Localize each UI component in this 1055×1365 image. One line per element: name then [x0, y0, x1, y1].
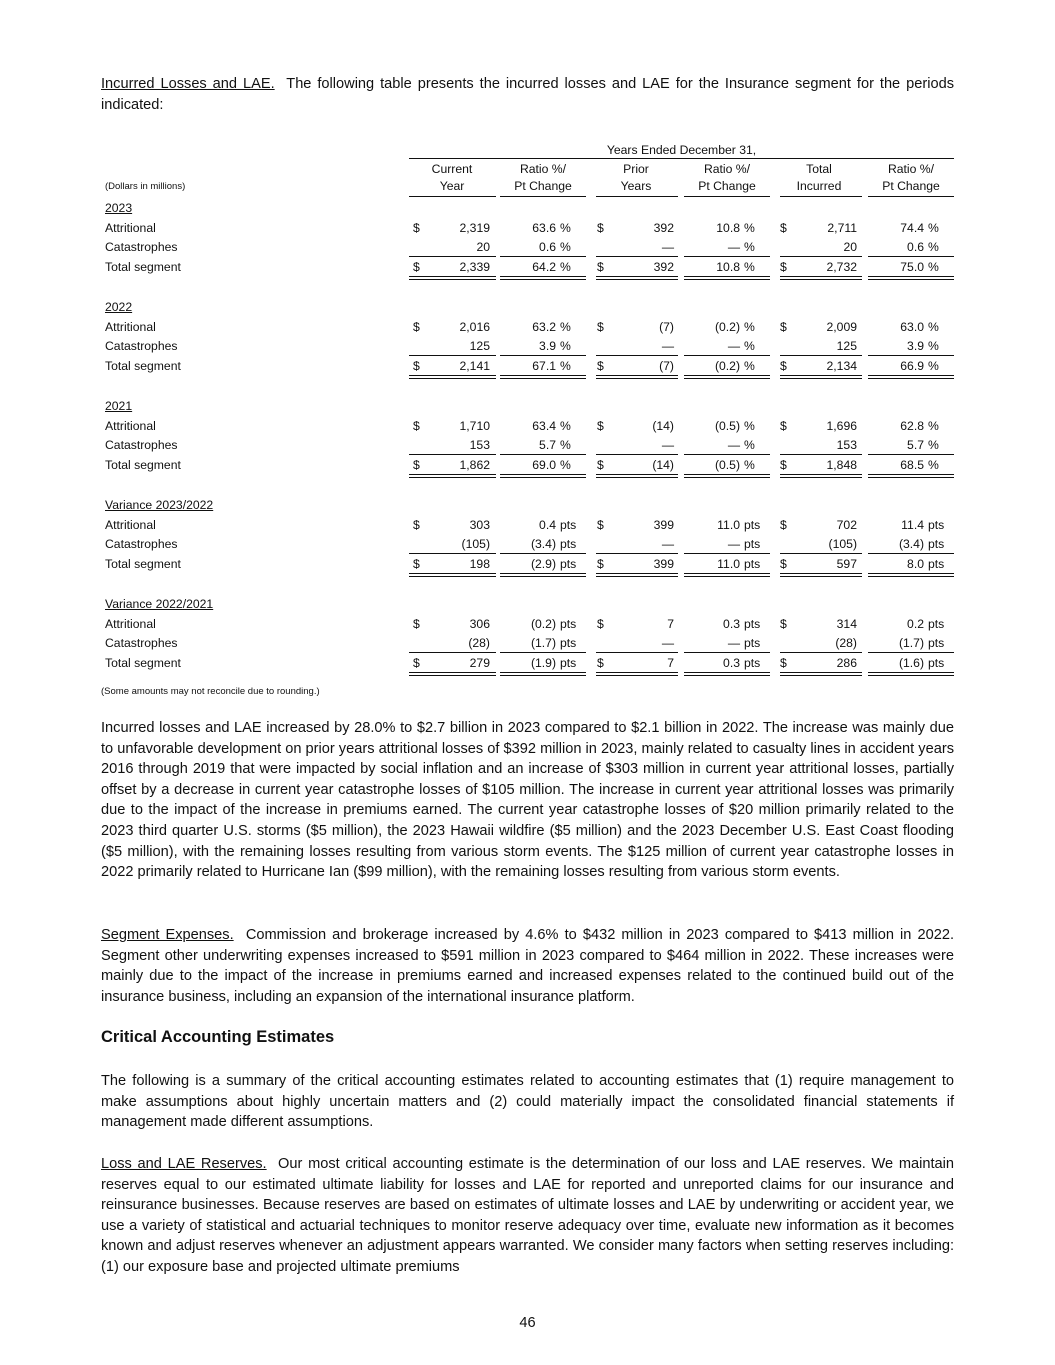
total-incurred-ratio: 75.0 — [900, 259, 924, 274]
total-incurred-unit: % — [928, 418, 939, 433]
section-title: 2022 — [105, 300, 133, 314]
prior-years-unit: % — [744, 418, 755, 433]
currency-symbol: $ — [597, 220, 604, 235]
intro-title: Incurred Losses and LAE. — [101, 76, 275, 92]
current-year-value: 2,141 — [459, 358, 490, 373]
current-year-unit: % — [560, 319, 571, 334]
total-double-rule — [596, 573, 678, 577]
subtotal-rule — [409, 355, 496, 356]
prior-years-unit: % — [744, 240, 755, 255]
prior-years-value: 392 — [653, 220, 674, 235]
currency-symbol: $ — [413, 358, 420, 373]
subtotal-rule — [780, 553, 862, 554]
section-title: 2021 — [105, 399, 133, 413]
total-double-rule — [596, 672, 678, 676]
section-title: Variance 2022/2021 — [105, 597, 214, 611]
total-incurred-unit: pts — [928, 537, 945, 552]
total-double-rule — [868, 573, 954, 577]
column-header: Year — [439, 179, 465, 193]
column-header: Ratio %/ — [887, 162, 935, 176]
total-double-rule — [780, 375, 862, 379]
segment-text: Commission and brokerage increased by 4.6% to $432 million in 2023 compared to $413 million in 2022. Segment other underwriting expenses increased to $591 million in 2023 compared to $464 million in 2022. These increases were mainly due to the impact of the increase in premiums earned and increased expenses related to the continued build out of the insurance business, including an expansion of the international insurance platform. — [101, 927, 954, 1005]
column-header: Ratio %/ — [519, 162, 567, 176]
total-incurred-value: 153 — [836, 438, 857, 453]
units-label: (Dollars in millions) — [105, 181, 186, 192]
subtotal-rule — [409, 256, 496, 257]
prior-years-unit: pts — [744, 537, 761, 552]
total-incurred-unit: % — [928, 457, 939, 472]
current-year-value: 125 — [469, 339, 490, 354]
current-year-ratio: 69.0 — [532, 457, 556, 472]
total-incurred-ratio: 11.4 — [901, 517, 924, 532]
total-double-rule — [684, 276, 770, 280]
current-year-ratio: 64.2 — [532, 259, 556, 274]
prior-years-value: (7) — [659, 358, 674, 373]
total-incurred-unit: pts — [928, 616, 945, 631]
current-year-value: 20 — [476, 240, 490, 255]
total-double-rule — [868, 672, 954, 676]
column-header: Prior — [623, 162, 649, 176]
subtotal-rule — [596, 553, 678, 554]
current-year-unit: % — [560, 457, 571, 472]
column-header-rule — [684, 196, 770, 197]
total-double-rule — [868, 375, 954, 379]
column-header: Pt Change — [698, 179, 756, 193]
total-double-rule — [500, 276, 586, 280]
current-year-value: 2,016 — [459, 319, 490, 334]
total-double-rule — [409, 573, 496, 577]
prior-years-value: (14) — [652, 418, 674, 433]
section-title: Variance 2023/2022 — [105, 498, 214, 512]
total-double-rule — [596, 474, 678, 478]
total-double-rule — [780, 672, 862, 676]
column-header: Incurred — [796, 179, 842, 193]
current-year-value: 1,862 — [459, 457, 490, 472]
row-label: Catastrophes — [105, 636, 178, 651]
subtotal-rule — [868, 652, 954, 653]
prior-years-unit: % — [744, 339, 755, 354]
row-label: Total segment — [105, 556, 181, 571]
row-label: Catastrophes — [105, 438, 178, 453]
prior-years-unit: % — [744, 457, 755, 472]
subtotal-rule — [500, 454, 586, 455]
prior-years-value: — — [661, 438, 674, 453]
subtotal-rule — [780, 355, 862, 356]
total-double-rule — [780, 276, 862, 280]
current-year-unit: pts — [560, 616, 577, 631]
total-double-rule — [409, 672, 496, 676]
row-label: Attritional — [105, 220, 156, 235]
current-year-value: 279 — [469, 655, 490, 670]
total-double-rule — [684, 375, 770, 379]
subtotal-rule — [684, 652, 770, 653]
reserves-paragraph — [101, 1154, 954, 1278]
currency-symbol: $ — [597, 616, 604, 631]
subtotal-rule — [780, 454, 862, 455]
total-incurred-ratio: (1.6) — [898, 655, 924, 670]
subtotal-rule — [500, 652, 586, 653]
row-label: Total segment — [105, 259, 181, 274]
prior-years-ratio: (0.2) — [714, 319, 740, 334]
prior-years-value: 7 — [667, 616, 674, 631]
prior-years-unit: pts — [744, 616, 761, 631]
currency-symbol: $ — [413, 616, 420, 631]
column-header: Years — [620, 179, 652, 193]
total-incurred-ratio: 8.0 — [907, 556, 924, 571]
currency-symbol: $ — [780, 259, 787, 274]
prior-years-ratio: 0.3 — [723, 616, 740, 631]
total-incurred-value: 314 — [836, 616, 857, 631]
subtotal-rule — [409, 454, 496, 455]
total-incurred-value: 2,732 — [826, 259, 857, 274]
subtotal-rule — [596, 652, 678, 653]
total-incurred-value: 20 — [843, 240, 857, 255]
total-double-rule — [684, 474, 770, 478]
currency-symbol: $ — [597, 319, 604, 334]
prior-years-ratio: — — [727, 537, 740, 552]
row-label: Catastrophes — [105, 240, 178, 255]
currency-symbol: $ — [780, 319, 787, 334]
subtotal-rule — [500, 355, 586, 356]
subtotal-rule — [684, 256, 770, 257]
row-label: Total segment — [105, 457, 181, 472]
currency-symbol: $ — [597, 556, 604, 571]
prior-years-ratio: — — [727, 339, 740, 354]
row-label: Total segment — [105, 655, 181, 670]
total-double-rule — [684, 573, 770, 577]
current-year-value: (105) — [461, 537, 490, 552]
currency-symbol: $ — [413, 655, 420, 670]
currency-symbol: $ — [597, 457, 604, 472]
prior-years-ratio: (0.5) — [714, 418, 740, 433]
total-incurred-unit: pts — [928, 655, 945, 670]
prior-years-ratio: 11.0 — [717, 517, 740, 532]
row-label: Catastrophes — [105, 537, 178, 552]
prior-years-value: 392 — [653, 259, 674, 274]
prior-years-ratio: 0.3 — [723, 655, 740, 670]
prior-years-value: — — [661, 636, 674, 651]
reserves-title: Loss and LAE Reserves. — [101, 1156, 267, 1172]
row-label: Total segment — [105, 358, 181, 373]
subtotal-rule — [868, 256, 954, 257]
subtotal-rule — [868, 454, 954, 455]
current-year-unit: pts — [560, 517, 577, 532]
subtotal-rule — [684, 454, 770, 455]
current-year-ratio: 0.6 — [539, 240, 556, 255]
current-year-ratio: (1.9) — [530, 655, 556, 670]
prior-years-unit: % — [744, 319, 755, 334]
total-incurred-unit: pts — [928, 556, 945, 571]
column-header-rule — [409, 196, 496, 197]
current-year-unit: % — [560, 259, 571, 274]
current-year-value: 1,710 — [459, 418, 490, 433]
subtotal-rule — [500, 553, 586, 554]
subtotal-rule — [780, 652, 862, 653]
subtotal-rule — [596, 256, 678, 257]
total-incurred-ratio: 5.7 — [907, 438, 924, 453]
prior-years-value: (7) — [659, 319, 674, 334]
total-incurred-value: (28) — [835, 636, 857, 651]
currency-symbol: $ — [597, 418, 604, 433]
subtotal-rule — [684, 355, 770, 356]
total-double-rule — [780, 573, 862, 577]
current-year-value: 198 — [469, 556, 490, 571]
total-double-rule — [596, 276, 678, 280]
subtotal-rule — [409, 553, 496, 554]
subtotal-rule — [409, 652, 496, 653]
total-incurred-ratio: (1.7) — [898, 636, 924, 651]
current-year-value: (28) — [468, 636, 490, 651]
current-year-unit: % — [560, 240, 571, 255]
table-footnote: (Some amounts may not reconcile due to rounding.) — [101, 686, 320, 697]
currency-symbol: $ — [413, 457, 420, 472]
prior-years-unit: % — [744, 438, 755, 453]
total-incurred-value: 125 — [836, 339, 857, 354]
prior-years-ratio: 10.8 — [716, 259, 740, 274]
losses-text: Incurred losses and LAE increased by 28.0% to $2.7 billion in 2023 compared to $2.1 billion in 2022. The increase was mainly due to unfavorable development on prior years attritional losses of $392 million in 2023, mainly related to casualty lines in accident years 2016 through 2019 that were impacted by social inflation and an increase of $303 million in current year attritional losses, partially offset by a decrease in current year catastrophe losses of $105 million. The increase in current year attritional losses was primarily due to the impact of the increase in premiums earned. The current year catastrophe losses of $20 million primarily related to the 2023 third quarter U.S. storms ($5 million), the 2023 Hawaii wildfire ($5 million) and the 2023 December U.S. East Coast flooding ($5 million), with the remaining losses resulting from various storm events. The $125 million of current year catastrophe losses in 2022 primarily related to Hurricane Ian ($99 million), with the remaining losses resulting from various storm events. — [101, 720, 954, 881]
total-double-rule — [409, 474, 496, 478]
current-year-ratio: 63.4 — [532, 418, 556, 433]
current-year-value: 2,339 — [459, 259, 490, 274]
current-year-unit: % — [560, 358, 571, 373]
currency-symbol: $ — [780, 556, 787, 571]
total-incurred-ratio: 68.5 — [900, 457, 924, 472]
total-double-rule — [500, 474, 586, 478]
total-incurred-value: 702 — [836, 517, 857, 532]
current-year-unit: pts — [560, 655, 577, 670]
total-incurred-value: 1,696 — [826, 418, 857, 433]
total-double-rule — [500, 672, 586, 676]
column-header-rule — [596, 196, 678, 197]
total-double-rule — [409, 375, 496, 379]
currency-symbol: $ — [597, 259, 604, 274]
total-incurred-ratio: (3.4) — [898, 537, 924, 552]
current-year-unit: % — [560, 220, 571, 235]
current-year-ratio: 3.9 — [539, 339, 556, 354]
prior-years-ratio: — — [727, 240, 740, 255]
total-double-rule — [868, 276, 954, 280]
total-incurred-value: 1,848 — [826, 457, 857, 472]
prior-years-unit: pts — [744, 655, 761, 670]
subtotal-rule — [596, 355, 678, 356]
currency-symbol: $ — [597, 517, 604, 532]
total-incurred-unit: % — [928, 240, 939, 255]
total-double-rule — [596, 375, 678, 379]
total-incurred-ratio: 0.6 — [907, 240, 924, 255]
total-incurred-unit: % — [928, 358, 939, 373]
subtotal-rule — [500, 256, 586, 257]
total-incurred-value: (105) — [828, 537, 857, 552]
section-title: 2023 — [105, 201, 133, 215]
currency-symbol: $ — [780, 655, 787, 670]
column-header: Pt Change — [514, 179, 572, 193]
currency-symbol: $ — [780, 220, 787, 235]
column-header: Total — [806, 162, 832, 176]
total-incurred-unit: % — [928, 220, 939, 235]
column-header: Pt Change — [882, 179, 940, 193]
total-double-rule — [409, 276, 496, 280]
total-incurred-value: 2,009 — [826, 319, 857, 334]
prior-years-value: (14) — [652, 457, 674, 472]
currency-symbol: $ — [413, 418, 420, 433]
total-incurred-unit: % — [928, 259, 939, 274]
prior-years-ratio: 10.8 — [716, 220, 740, 235]
currency-symbol: $ — [413, 259, 420, 274]
prior-years-unit: % — [744, 220, 755, 235]
row-label: Attritional — [105, 418, 156, 433]
column-header: Current — [431, 162, 473, 176]
prior-years-value: 7 — [667, 655, 674, 670]
total-incurred-ratio: 62.8 — [900, 418, 924, 433]
total-incurred-unit: pts — [928, 636, 945, 651]
prior-years-ratio: (0.2) — [714, 358, 740, 373]
currency-symbol: $ — [597, 655, 604, 670]
page-number: 46 — [519, 1315, 536, 1331]
current-year-ratio: 0.4 — [539, 517, 556, 532]
currency-symbol: $ — [413, 319, 420, 334]
row-label: Attritional — [105, 517, 156, 532]
prior-years-ratio: 11.0 — [717, 556, 740, 571]
currency-symbol: $ — [780, 358, 787, 373]
current-year-value: 306 — [469, 616, 490, 631]
table-group-header: Years Ended December 31, — [606, 143, 757, 157]
prior-years-value: 399 — [653, 556, 674, 571]
total-incurred-value: 597 — [836, 556, 857, 571]
current-year-ratio: (3.4) — [530, 537, 556, 552]
prior-years-ratio: (0.5) — [714, 457, 740, 472]
current-year-ratio: 63.2 — [532, 319, 556, 334]
segment-paragraph — [101, 925, 954, 1007]
current-year-value: 303 — [469, 517, 490, 532]
current-year-unit: % — [560, 339, 571, 354]
prior-years-ratio: — — [727, 636, 740, 651]
column-header-rule — [500, 196, 586, 197]
prior-years-value: — — [661, 240, 674, 255]
subtotal-rule — [780, 256, 862, 257]
prior-years-unit: pts — [744, 556, 761, 571]
current-year-ratio: 63.6 — [532, 220, 556, 235]
total-double-rule — [684, 672, 770, 676]
total-double-rule — [500, 375, 586, 379]
intro-paragraph — [101, 74, 954, 115]
subtotal-rule — [868, 553, 954, 554]
currency-symbol: $ — [780, 457, 787, 472]
critical-paragraph — [101, 1071, 954, 1133]
prior-years-unit: pts — [744, 517, 761, 532]
subtotal-rule — [596, 454, 678, 455]
section-heading: Critical Accounting Estimates — [101, 1028, 335, 1046]
row-label: Attritional — [105, 616, 156, 631]
total-double-rule — [780, 474, 862, 478]
total-incurred-unit: % — [928, 438, 939, 453]
current-year-unit: % — [560, 438, 571, 453]
total-incurred-ratio: 74.4 — [900, 220, 924, 235]
intro-text: The following table presents the incurred losses and LAE for the Insurance segment for the periods indicated: — [101, 76, 954, 113]
column-header: Ratio %/ — [703, 162, 751, 176]
group-header-rule — [409, 158, 954, 159]
current-year-value: 153 — [469, 438, 490, 453]
total-incurred-ratio: 63.0 — [900, 319, 924, 334]
column-header-rule — [780, 196, 862, 197]
prior-years-unit: % — [744, 358, 755, 373]
current-year-unit: pts — [560, 636, 577, 651]
total-incurred-unit: % — [928, 319, 939, 334]
currency-symbol: $ — [413, 220, 420, 235]
currency-symbol: $ — [597, 358, 604, 373]
total-incurred-value: 2,134 — [826, 358, 857, 373]
row-label: Catastrophes — [105, 339, 178, 354]
currency-symbol: $ — [413, 517, 420, 532]
row-label: Attritional — [105, 319, 156, 334]
currency-symbol: $ — [413, 556, 420, 571]
subtotal-rule — [684, 553, 770, 554]
current-year-ratio: (2.9) — [530, 556, 556, 571]
prior-years-unit: pts — [744, 636, 761, 651]
current-year-ratio: 5.7 — [539, 438, 556, 453]
currency-symbol: $ — [780, 418, 787, 433]
prior-years-unit: % — [744, 259, 755, 274]
total-double-rule — [868, 474, 954, 478]
total-incurred-ratio: 66.9 — [900, 358, 924, 373]
current-year-ratio: (1.7) — [530, 636, 556, 651]
prior-years-ratio: — — [727, 438, 740, 453]
current-year-value: 2,319 — [459, 220, 490, 235]
column-header-rule — [868, 196, 954, 197]
segment-title: Segment Expenses. — [101, 927, 234, 943]
prior-years-value: — — [661, 537, 674, 552]
current-year-unit: % — [560, 418, 571, 433]
current-year-unit: pts — [560, 556, 577, 571]
total-double-rule — [500, 573, 586, 577]
total-incurred-ratio: 3.9 — [907, 339, 924, 354]
current-year-ratio: (0.2) — [530, 616, 556, 631]
reserves-text: Our most critical accounting estimate is the determination of our loss and LAE reserves. We maintain reserves equal to our estimated ultimate liability for losses and LAE for reported and unreported claims for our insurance and reinsurance businesses. Because reserves are based on estimates of ultimate losses and LAE by underwriting or accident year, we use a variety of statistical and actuarial techniques to monitor reserve adequacy over time, evaluate new information as it becomes known and adjust reserves whenever an adjustment appears warranted. We consider many factors when setting reserves including: (1) our exposure base and projected ultimate premiums — [101, 1156, 955, 1275]
total-incurred-value: 2,711 — [827, 220, 857, 235]
currency-symbol: $ — [780, 517, 787, 532]
total-incurred-ratio: 0.2 — [907, 616, 924, 631]
prior-years-value: — — [661, 339, 674, 354]
prior-years-value: 399 — [653, 517, 674, 532]
losses-paragraph — [101, 718, 954, 883]
total-incurred-unit: % — [928, 339, 939, 354]
subtotal-rule — [868, 355, 954, 356]
currency-symbol: $ — [780, 616, 787, 631]
current-year-ratio: 67.1 — [532, 358, 556, 373]
current-year-unit: pts — [560, 537, 577, 552]
total-incurred-value: 286 — [836, 655, 857, 670]
critical-text: The following is a summary of the critical accounting estimates related to accounting estimates that (1) require management to make assumptions about highly uncertain matters and (2) could materially impact the consolidated financial statements if management made different assumptions. — [101, 1073, 954, 1131]
total-incurred-unit: pts — [928, 517, 945, 532]
